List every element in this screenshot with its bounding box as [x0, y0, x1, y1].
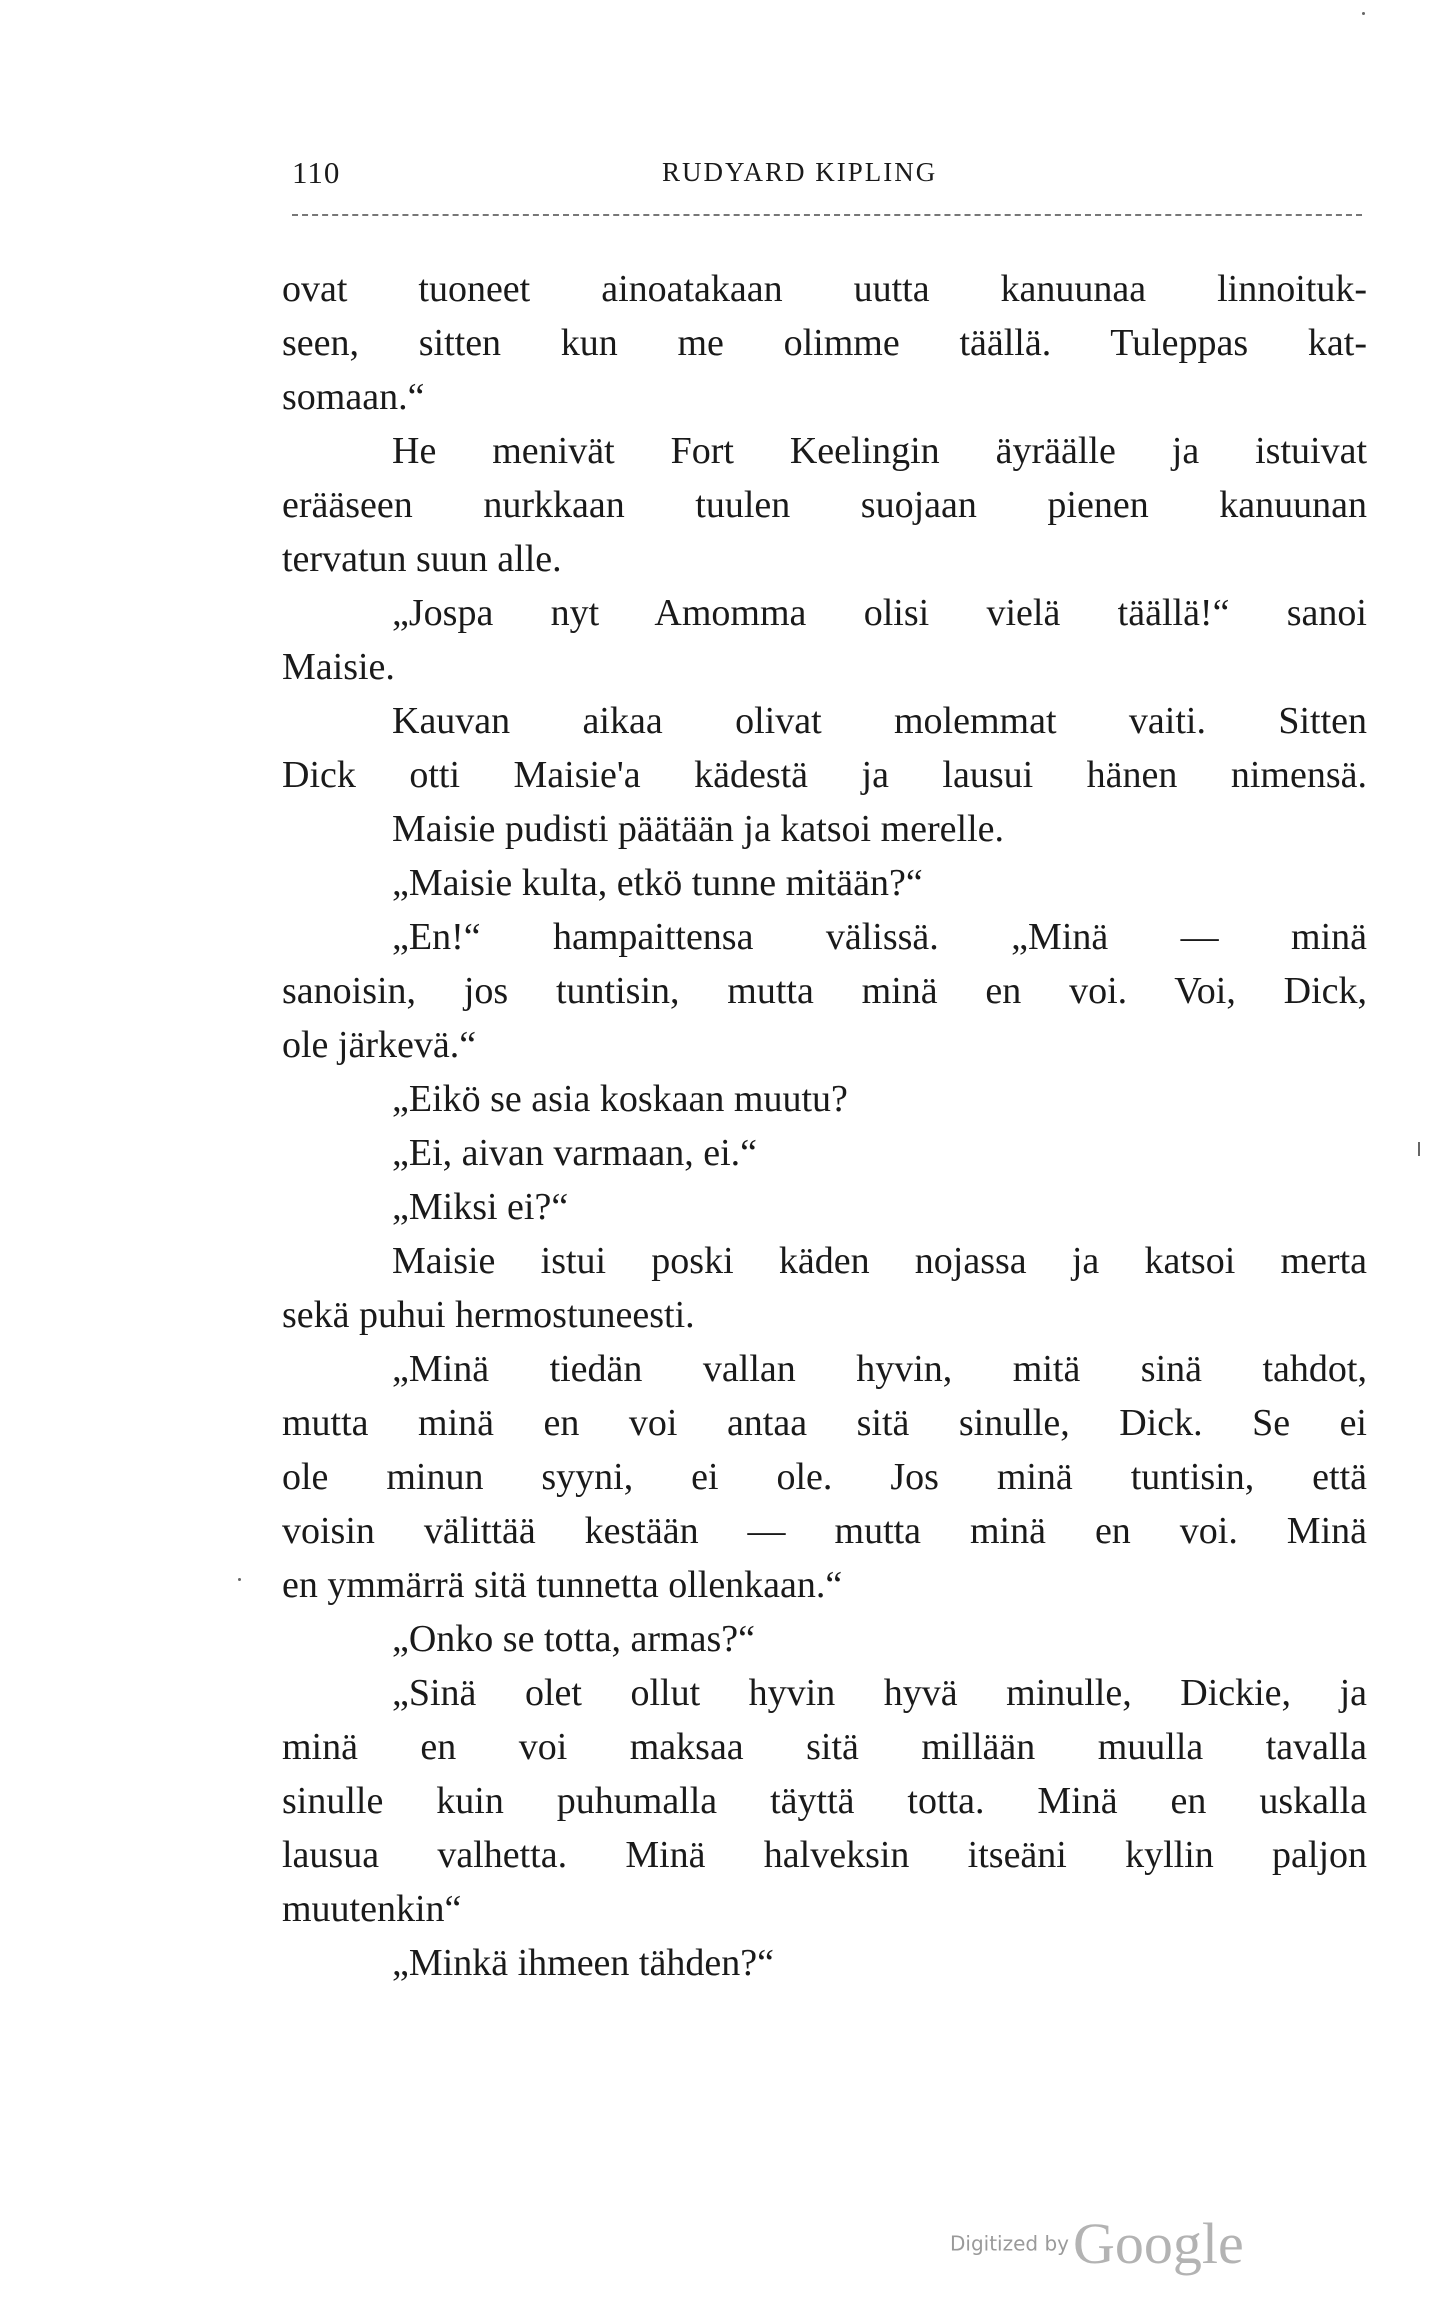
text-line: ovat tuoneet ainoatakaan uutta kanuunaa linnoituk-	[282, 268, 1367, 310]
text-line: mutta minä en voi antaa sitä sinulle, Dick. Se ei	[282, 1402, 1367, 1444]
digitized-label: Digitized by	[950, 2231, 1069, 2256]
google-logo: Google	[1073, 2211, 1244, 2276]
text-line: Maisie pudisti päätään ja katsoi merelle.	[392, 808, 1005, 850]
page-header	[292, 155, 1362, 199]
text-line: „Jospa nyt Amomma olisi vielä täällä!“ sanoi	[392, 592, 1367, 634]
text-line: tervatun suun alle.	[282, 538, 562, 580]
text-line: „Minkä ihmeen tähden?“	[392, 1942, 774, 1984]
text-line: ole järkevä.“	[282, 1024, 477, 1066]
text-line: seen, sitten kun me olimme täällä. Tuleppas kat-	[282, 322, 1367, 364]
text-line: „Onko se totta, armas?“	[392, 1618, 755, 1660]
text-line: He menivät Fort Keelingin äyräälle ja istuivat	[392, 430, 1367, 472]
scan-speck	[1418, 1142, 1420, 1156]
digitized-by-watermark	[950, 2210, 1244, 2277]
text-line: Kauvan aikaa olivat molemmat vaiti. Sitten	[392, 700, 1367, 742]
text-line: Maisie.	[282, 646, 395, 688]
running-head: RUDYARD KIPLING	[662, 157, 938, 187]
text-line: en ymmärrä sitä tunnetta ollenkaan.“	[282, 1564, 843, 1606]
text-line: erääseen nurkkaan tuulen suojaan pienen kanuunan	[282, 484, 1367, 526]
text-line: sinulle kuin puhumalla täyttä totta. Minä en uskalla	[282, 1780, 1367, 1822]
text-line: „En!“ hampaittensa välissä. „Minä — minä	[392, 916, 1367, 958]
text-line: „Minä tiedän vallan hyvin, mitä sinä tahdot,	[392, 1348, 1367, 1390]
text-line: „Miksi ei?“	[392, 1186, 569, 1228]
text-line: sekä puhui hermostuneesti.	[282, 1294, 695, 1336]
text-line: „Ei, aivan varmaan, ei.“	[392, 1132, 758, 1174]
scan-speck	[1362, 12, 1365, 15]
header-rule	[292, 214, 1362, 216]
text-line: Dick otti Maisie'a kädestä ja lausui hänen nimensä.	[282, 754, 1367, 796]
text-line: voisin välittää kestään — mutta minä en voi. Minä	[282, 1510, 1367, 1552]
text-line: lausua valhetta. Minä halveksin itseäni kyllin paljon	[282, 1834, 1367, 1876]
text-line: „Maisie kulta, etkö tunne mitään?“	[392, 862, 923, 904]
page-number: 110	[292, 155, 341, 190]
text-line: „Sinä olet ollut hyvin hyvä minulle, Dickie, ja	[392, 1672, 1367, 1714]
text-line: sanoisin, jos tuntisin, mutta minä en voi. Voi, Dick,	[282, 970, 1367, 1012]
scan-speck	[238, 1578, 241, 1581]
text-line: somaan.“	[282, 376, 425, 418]
text-line: minä en voi maksaa sitä millään muulla tavalla	[282, 1726, 1367, 1768]
text-line: „Eikö se asia koskaan muutu?	[392, 1078, 848, 1120]
text-line: Maisie istui poski käden nojassa ja katsoi merta	[392, 1240, 1367, 1282]
text-line: muutenkin“	[282, 1888, 462, 1930]
text-line: ole minun syyni, ei ole. Jos minä tuntisin, että	[282, 1456, 1367, 1498]
